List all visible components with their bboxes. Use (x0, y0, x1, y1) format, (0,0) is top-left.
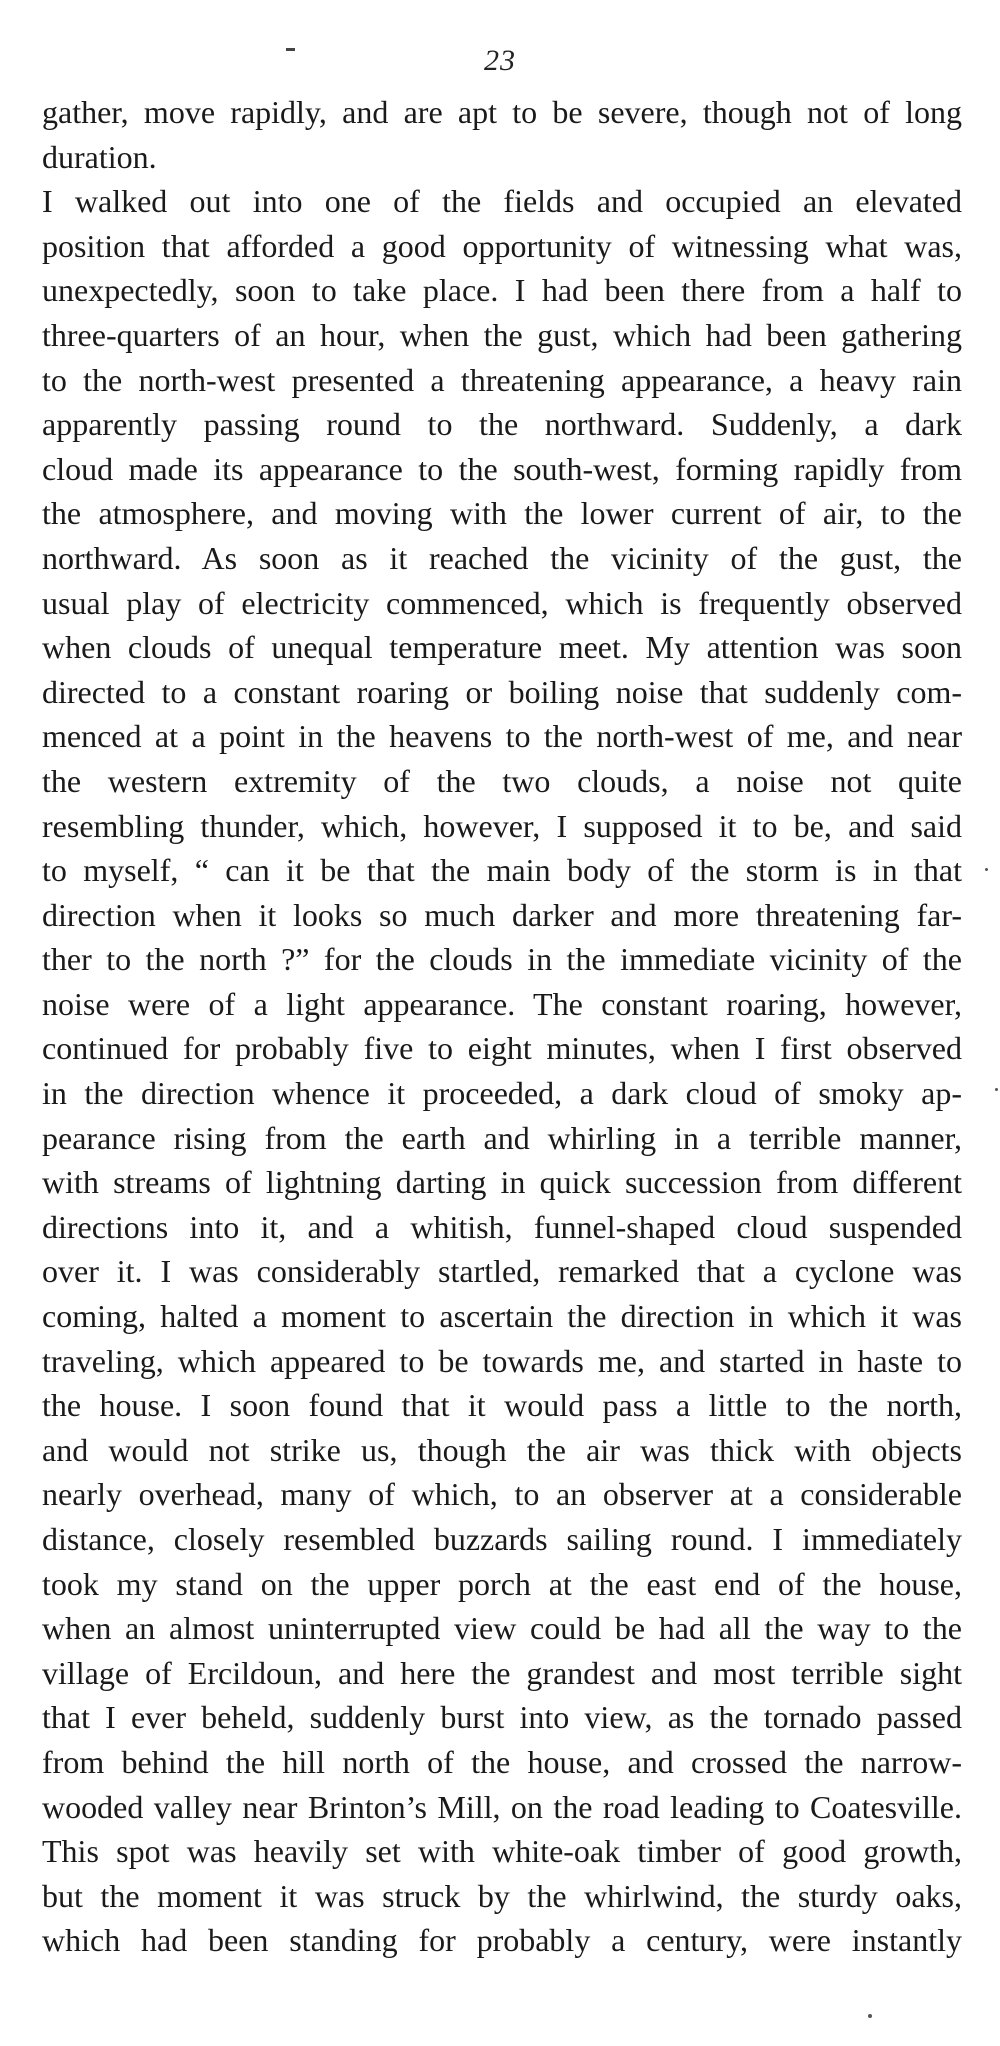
text-line: duration. (42, 138, 157, 175)
paper-speck (985, 868, 988, 871)
text-line: the house. I soon found that it would pass a little to the north, (42, 1387, 962, 1424)
text-line: resembling thunder, which, however, I supposed it to be, and said (42, 807, 962, 844)
text-line: gather, move rapidly, and are apt to be severe, though not of long (42, 94, 962, 130)
text-line: when an almost uninterrupted view could be had all the way to the (42, 1610, 962, 1647)
text-line: to myself, “ can it be that the main body of the storm is in that (42, 852, 962, 889)
text-line: the atmosphere, and moving with the lower current of air, to the (42, 495, 962, 532)
text-line: This spot was heavily set with white-oak timber of good growth, (42, 1833, 962, 1870)
text-line: unexpectedly, soon to take place. I had been there from a half to (42, 272, 962, 309)
text-line: noise were of a light appearance. The constant roaring, however, (42, 985, 962, 1022)
text-line: village of Ercildoun, and here the grandest and most terrible sight (42, 1654, 962, 1691)
text-line: to the north-west presented a threatening appearance, a heavy rain (42, 361, 962, 398)
text-line: with streams of lightning darting in quick succession from different (42, 1164, 962, 1201)
text-line: directions into it, and a whitish, funnel-shaped cloud suspended (42, 1208, 962, 1245)
text-line: traveling, which appeared to be towards me, and started in haste to (42, 1342, 962, 1379)
text-line: and would not strike us, though the air was thick with objects (42, 1431, 962, 1468)
text-line: from behind the hill north of the house, and crossed the narrow- (42, 1743, 962, 1780)
text-line: three-quarters of an hour, when the gust, which had been gathering (42, 316, 962, 353)
text-line: menced at a point in the heavens to the north-west of me, and near (42, 718, 962, 755)
body-text (42, 90, 962, 1963)
text-line: in the direction whence it proceeded, a dark cloud of smoky ap- (42, 1075, 962, 1112)
text-line: ther to the north ?” for the clouds in the immediate vicinity of the (42, 941, 962, 978)
text-line: cloud made its appearance to the south-west, forming rapidly from (42, 450, 962, 487)
text-line: that I ever beheld, suddenly burst into view, as the tornado passed (42, 1699, 962, 1736)
text-line: the western extremity of the two clouds, a noise not quite (42, 762, 962, 799)
text-line: directed to a constant roaring or boiling noise that suddenly com- (42, 673, 962, 710)
text-line: took my stand on the upper porch at the east end of the house, (42, 1565, 962, 1602)
text-line: pearance rising from the earth and whirling in a terrible manner, (42, 1119, 962, 1156)
text-line: which had been standing for probably a century, were instantly (42, 1922, 962, 1959)
paper-speck (868, 2014, 872, 2018)
text-line: direction when it looks so much darker and more threatening far- (42, 896, 962, 933)
text-line: I walked out into one of the fields and occupied an elevated (42, 183, 962, 220)
text-line: usual play of electricity commenced, which is frequently observed (42, 584, 962, 621)
text-line: when clouds of unequal temperature meet. My attention was soon (42, 629, 962, 666)
paper-speck (995, 1088, 998, 1091)
text-line: but the moment it was struck by the whirlwind, the sturdy oaks, (42, 1877, 962, 1914)
text-line: position that afforded a good opportunity of witnessing what was, (42, 227, 962, 264)
text-line: nearly overhead, many of which, to an observer at a considerable (42, 1476, 962, 1513)
text-line: apparently passing round to the northward. Suddenly, a dark (42, 406, 962, 443)
text-line: over it. I was considerably startled, remarked that a cyclone was (42, 1253, 962, 1290)
text-line: wooded valley near Brinton’s Mill, on the road leading to Coatesville. (42, 1788, 962, 1825)
text-line: continued for probably five to eight minutes, when I first observed (42, 1030, 962, 1067)
page-number: 23 (484, 44, 516, 77)
text-line: coming, halted a moment to ascertain the direction in which it was (42, 1298, 962, 1335)
text-line: northward. As soon as it reached the vicinity of the gust, the (42, 539, 962, 576)
text-line: distance, closely resembled buzzards sailing round. I immediately (42, 1521, 962, 1557)
